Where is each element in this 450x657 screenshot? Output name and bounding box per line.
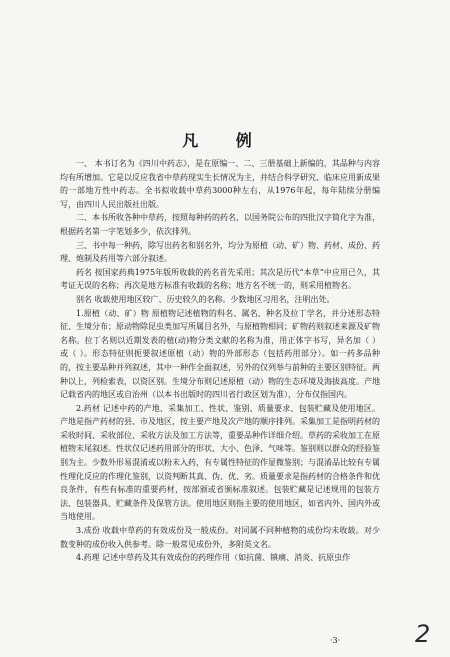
paragraph-3: 三、书中每一种药，除写出药名和别名外，均分为原植（动、矿）物、药材、成份、药理、炮制及药用等六部分叙述。 <box>60 240 380 264</box>
page-number: ·3· <box>330 636 341 645</box>
paragraph-components: 3.成份 收载中草药的有效成份及一般成份。对同属不同种植物的成份均未收载。对少数变种的成份收入供参考。除一般常见成份外，多附英文名。 <box>60 526 380 549</box>
page-title: 凡 例 <box>182 131 268 150</box>
paragraph-origin: 1.原植（动、矿）物 原植物记述植物的科名、属名、种名及拉丁学名，并分述形态特征、生境分布；原动物除昆虫类加写所属目名外，与原植物相同；矿物药则叙述来源及矿物名称。拉丁名则以近期发表的植(动)物分类文献的名称为准，用正体字书写，异名加（ ）或（ ）。形态特征则扼要叙述原植（动）物的外部形态（包括药用部分）。如一药多品种的，按主要品种并列叙述，其中一种作全面叙述，另外的仅列举与前种的主要区别特征。两种以上，列检索表，以资区别。生境分布则记述原植（动）物的生态环境及海拔高度。产地记载省内的地区或自治州（以本书出版时的四川省行政区划为准），分布仅指国内。 <box>60 308 380 400</box>
paragraph-pharmacology: 4.药理 记述中草药及其有效成份的药理作用（如抗菌、镇痛、消炎、抗原虫作 <box>76 553 351 563</box>
paragraph-drug-name: 药名 按国家药典1975年版所收载的药名首先采用；其次是历代“本草”中应用已久，其考证无误的名称；再次是地方标准有收载的名称；地方名不统一的，则采用植物名。 <box>60 267 380 291</box>
paragraph-2: 二、本书所收各种中草药，按照每种药的药名，以国务院公布的四批汉字简化字为准，根据药名第一字笔划多少，依次排列。 <box>60 213 380 236</box>
paragraph-1: 一、 本书订名为《四川中药志》，是在原编一、二、三册基础上新编的，其品种与内容均有所增加。它是以反应我省中草药现实生长情况为主，并结合科学研究、临床应用新成果的一部地方性中药志。全书拟收载中草药3000种左右，从1976年起，每年陆续分册编写，由四川人民出版社出版。 <box>60 159 380 209</box>
body-text <box>60 157 380 565</box>
handwritten-mark: 2 <box>415 620 431 648</box>
paragraph-crude-drug: 2.药材 记述中药的产地、采集加工、性状、鉴别、质量要求、包装贮藏及使用地区。产地是指产药材的县、市及地区，按主要产地及次产地的顺序排列。采集加工是指明药材的采收时间、采收部位、采收方法及加工方法等，重要品种作详细介绍。草药的采收加工在原植物末尾叙述。性状仅记述药用部分的形状、大小、色泽、气味等。鉴别则以群众的经验鉴别为主。少数外形易混淆或以粉末入药，有专属性特征的作显微鉴别；与混淆品比较有专属性理化反应的作理化鉴别，以资判断其真、伪、优、劣。质量要求是指药材的合格条件和优良条件，有些有标准的重要药材，按部颁或省颁标准叙述。包装贮藏是记述规用的包装方法、包装器具、贮藏条件及保管方法。使用地区则指主要的使用地区，如省内外、国内外或当地使用。 <box>60 403 380 522</box>
paragraph-alias: 别名 收载使用地区较广、历史较久的名称。少数地区习用名，注明出处。 <box>76 294 335 304</box>
